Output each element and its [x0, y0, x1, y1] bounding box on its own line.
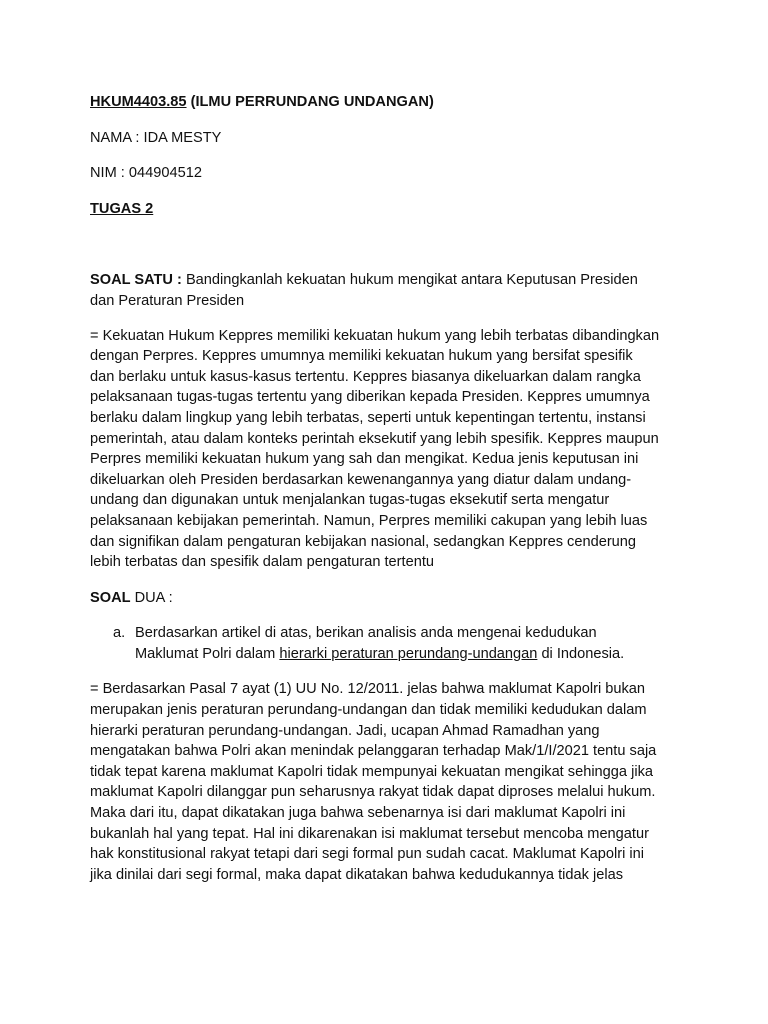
answer-two-line: = Berdasarkan Pasal 7 ayat (1) UU No. 12/2011. jelas bahwa maklumat Kapolri bukan	[90, 681, 645, 698]
answer-two-line: tidak tepat karena maklumat Kapolri tidak mempunyai kekuatan mengikat sehingga jika	[90, 763, 653, 780]
question-two-label-rest: DUA :	[130, 589, 173, 606]
answer-two-line: hak konstitusional rakyat tetapi dari segi formal pun sudah cacat. Maklumat Kapolri ini	[90, 846, 645, 863]
answer-one-line: dengan Perpres. Keppres umumnya memiliki kekuatan hukum yang bersifat spesifik	[90, 348, 633, 365]
question-two-text-line2	[135, 644, 690, 665]
answer-one-line: pemerintah, atau dalam konteks perintah eksekutif yang lebih spesifik. Keppres maupun	[90, 430, 659, 447]
answer-two-line: jika dinilai dari segi formal, maka dapat dikatakan bahwa kedudukannya tidak jelas	[90, 866, 623, 883]
course-name: (ILMU PERRUNDANG UNDANGAN)	[186, 94, 434, 110]
answer-one-line: dan signifikan dalam pengaturan kebijakan nasional, sedangkan Keppres cenderung	[90, 533, 637, 550]
answer-one	[90, 326, 690, 573]
answer-two-line: maklumat Kapolri dilanggar pun seharusnya rakyat tidak dapat diproses melalui hukum.	[90, 784, 656, 801]
document-body	[90, 92, 690, 885]
question-two-list	[90, 623, 690, 664]
answer-one-line: pelaksanaan kebijakan pemerintah. Namun, Perpres memiliki cakupan yang lebih luas	[90, 512, 648, 529]
list-marker: a.	[113, 625, 126, 642]
hierarchy-link: hierarki peraturan perundang-undangan	[279, 645, 538, 662]
answer-two-line: bukanlah hal yang tepat. Hal ini dikarenakan isi maklumat tersebut mencoba mengatur	[90, 825, 649, 842]
question-two-text-post: di Indonesia.	[537, 645, 625, 662]
course-heading	[90, 92, 690, 113]
course-code: HKUM4403.85	[90, 94, 187, 110]
answer-one-line: Perpres memiliki kekuatan hukum yang sah dan mengikat. Kedua jenis keputusan ini	[90, 451, 639, 468]
answer-two-line: Maka dari itu, dapat dikatakan juga bahwa sebenarnya isi dari maklumat Kapolri ini	[90, 805, 626, 822]
answer-one-line: berlaku dalam lingkup yang lebih terbatas, seperti untuk kepentingan tertentu, instansi	[90, 409, 646, 426]
question-two-heading	[90, 588, 690, 609]
answer-one-line: undang dan digunakan untuk menjalankan tugas-tugas eksekutif serta mengatur	[90, 492, 610, 509]
answer-one-line: lebih terbatas dan spesifik dalam pengaturan tertentu	[90, 554, 434, 571]
answer-one-line: = Kekuatan Hukum Keppres memiliki kekuatan hukum yang lebih terbatas dibandingkan	[90, 327, 660, 344]
question-one-text: Bandingkanlah kekuatan hukum mengikat antara Keputusan Presiden	[181, 272, 638, 289]
student-name: NAMA : IDA MESTY	[90, 129, 222, 146]
answer-two-line: hierarki peraturan perundang-undangan. Jadi, ucapan Ahmad Ramadhan yang	[90, 722, 600, 739]
question-two-text-pre: Maklumat Polri dalam	[135, 645, 280, 662]
question-one-text-line2: dan Peraturan Presiden	[90, 292, 245, 309]
question-one-label: SOAL SATU :	[90, 272, 182, 289]
answer-one-line: dikeluarkan oleh Presiden berdasarkan kewenangannya yang diatur dalam undang-	[90, 471, 632, 488]
answer-two	[90, 679, 690, 885]
question-two-text-line1: Berdasarkan artikel di atas, berikan analisis anda mengenai kedudukan	[135, 625, 597, 642]
assignment-title: TUGAS 2	[90, 200, 154, 217]
answer-two-line: mengatakan bahwa Polri akan menindak pelanggaran terhadap Mak/1/I/2021 tentu saja	[90, 743, 657, 760]
answer-one-line: dan berlaku untuk kasus-kasus tertentu. Keppres biasanya dikeluarkan dalam rangka	[90, 368, 641, 385]
student-nim: NIM : 044904512	[90, 165, 202, 182]
list-item	[90, 623, 690, 664]
answer-two-line: merupakan jenis peraturan perundang-undangan dan tidak memiliki kedudukan dalam	[90, 702, 647, 719]
question-two-label-bold: SOAL	[90, 589, 131, 606]
answer-one-line: pelaksanaan tugas-tugas tertentu yang diberikan kepada Presiden. Keppres umumnya	[90, 389, 650, 406]
question-one	[90, 270, 690, 311]
